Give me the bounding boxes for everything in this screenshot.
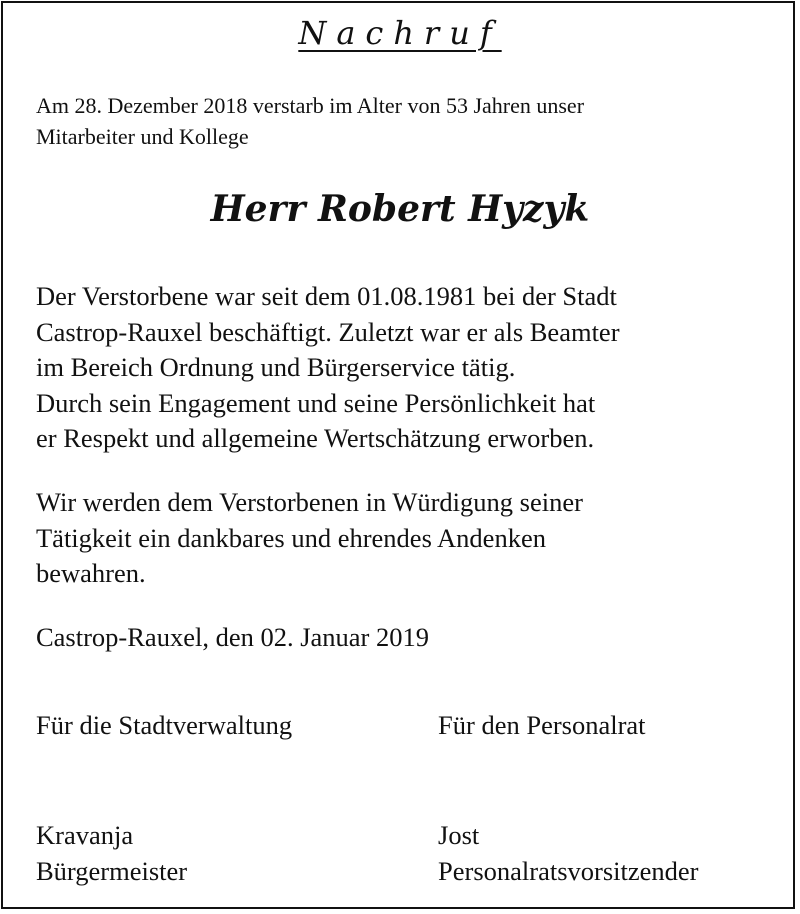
paragraph-career: [36, 279, 776, 457]
signature-left-org: Für die Stadtverwaltung: [36, 710, 293, 740]
intro-line: Mitarbeiter und Kollege: [36, 124, 249, 149]
place-and-date: Castrop-Rauxel, den 02. Januar 2019: [36, 622, 429, 652]
signer-role: Personalratsvorsitzender: [438, 855, 699, 886]
intro-line: Am 28. Dezember 2018 verstarb im Alter von 53 Jahren unser: [36, 93, 585, 118]
deceased-name: Herr Robert Hyzyk: [210, 188, 590, 230]
paragraph-line: bewahren.: [36, 558, 146, 588]
signature-right-org: Für den Personalrat: [438, 710, 646, 740]
intro-text: [36, 90, 776, 152]
signature-right: [438, 818, 699, 889]
paragraph-remembrance: [36, 485, 776, 592]
paragraph-line: Tätigkeit ein dankbares und ehrendes Andenken: [36, 522, 546, 553]
paragraph-line: Wir werden dem Verstorbenen in Würdigung seiner: [36, 487, 583, 517]
paragraph-line: Castrop-Rauxel beschäftigt. Zuletzt war er als Beamter: [36, 316, 620, 347]
notice-title: Nachruf: [298, 14, 502, 52]
paragraph-line: im Bereich Ordnung und Bürgerservice tätig.: [36, 352, 516, 382]
signature-left: [36, 818, 187, 889]
paragraph-line: er Respekt und allgemeine Wertschätzung erworben.: [36, 423, 595, 453]
signer-role: Bürgermeister: [36, 855, 188, 886]
paragraph-line: Der Verstorbene war seit dem 01.08.1981 bei der Stadt: [36, 281, 617, 311]
signer-name: Kravanja: [36, 820, 134, 850]
paragraph-line: Durch sein Engagement und seine Persönlichkeit hat: [36, 387, 596, 418]
signer-name: Jost: [438, 820, 480, 850]
